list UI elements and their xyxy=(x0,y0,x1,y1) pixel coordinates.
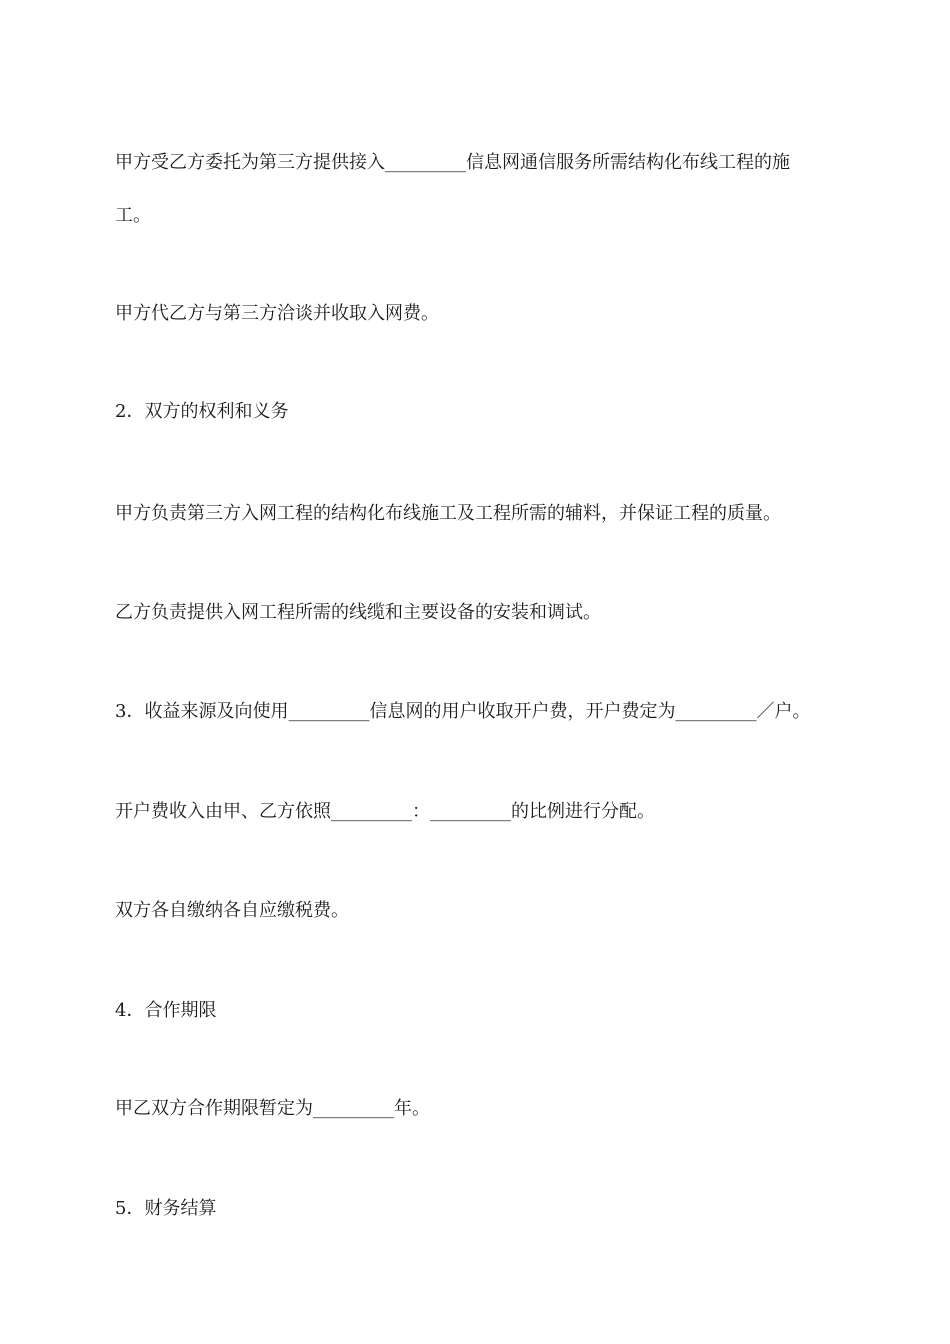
heading-text: 3．收益来源及向使用_________信息网的用户收取开户费，开户费定为_________／户。 xyxy=(115,701,811,722)
section-heading-rights xyxy=(115,403,855,421)
section-heading-settlement xyxy=(115,1200,855,1218)
paragraph-party-a-duty xyxy=(115,505,855,523)
heading-text: 5．财务结算 xyxy=(115,1198,217,1219)
paragraph-text: 乙方负责提供入网工程所需的线缆和主要设备的安装和调试。 xyxy=(115,602,601,623)
paragraph-party-b-duty xyxy=(115,604,855,622)
paragraph-text: 工。 xyxy=(115,205,151,226)
paragraph-text: 开户费收入由甲、乙方依照_________：_________的比例进行分配。 xyxy=(115,801,655,822)
paragraph-fee-collection xyxy=(115,305,855,323)
paragraph-text: 甲方代乙方与第三方洽谈并收取入网费。 xyxy=(115,303,439,324)
paragraph-service-scope xyxy=(115,154,855,172)
paragraph-text: 甲方受乙方委托为第三方提供接入_________信息网通信服务所需结构化布线工程的施 xyxy=(115,152,790,173)
paragraph-text: 甲方负责第三方入网工程的结构化布线施工及工程所需的辅料，并保证工程的质量。 xyxy=(115,503,781,524)
paragraph-taxes xyxy=(115,902,855,920)
heading-text: 2．双方的权利和义务 xyxy=(115,401,289,422)
section-heading-term xyxy=(115,1002,855,1020)
paragraph-service-scope-cont xyxy=(115,207,855,225)
paragraph-revenue-split xyxy=(115,803,855,821)
paragraph-text: 甲乙双方合作期限暂定为_________年。 xyxy=(115,1098,430,1119)
paragraph-text: 双方各自缴纳各自应缴税费。 xyxy=(115,900,349,921)
section-heading-revenue xyxy=(115,703,855,721)
paragraph-term-years xyxy=(115,1100,855,1118)
heading-text: 4．合作期限 xyxy=(115,1000,217,1021)
